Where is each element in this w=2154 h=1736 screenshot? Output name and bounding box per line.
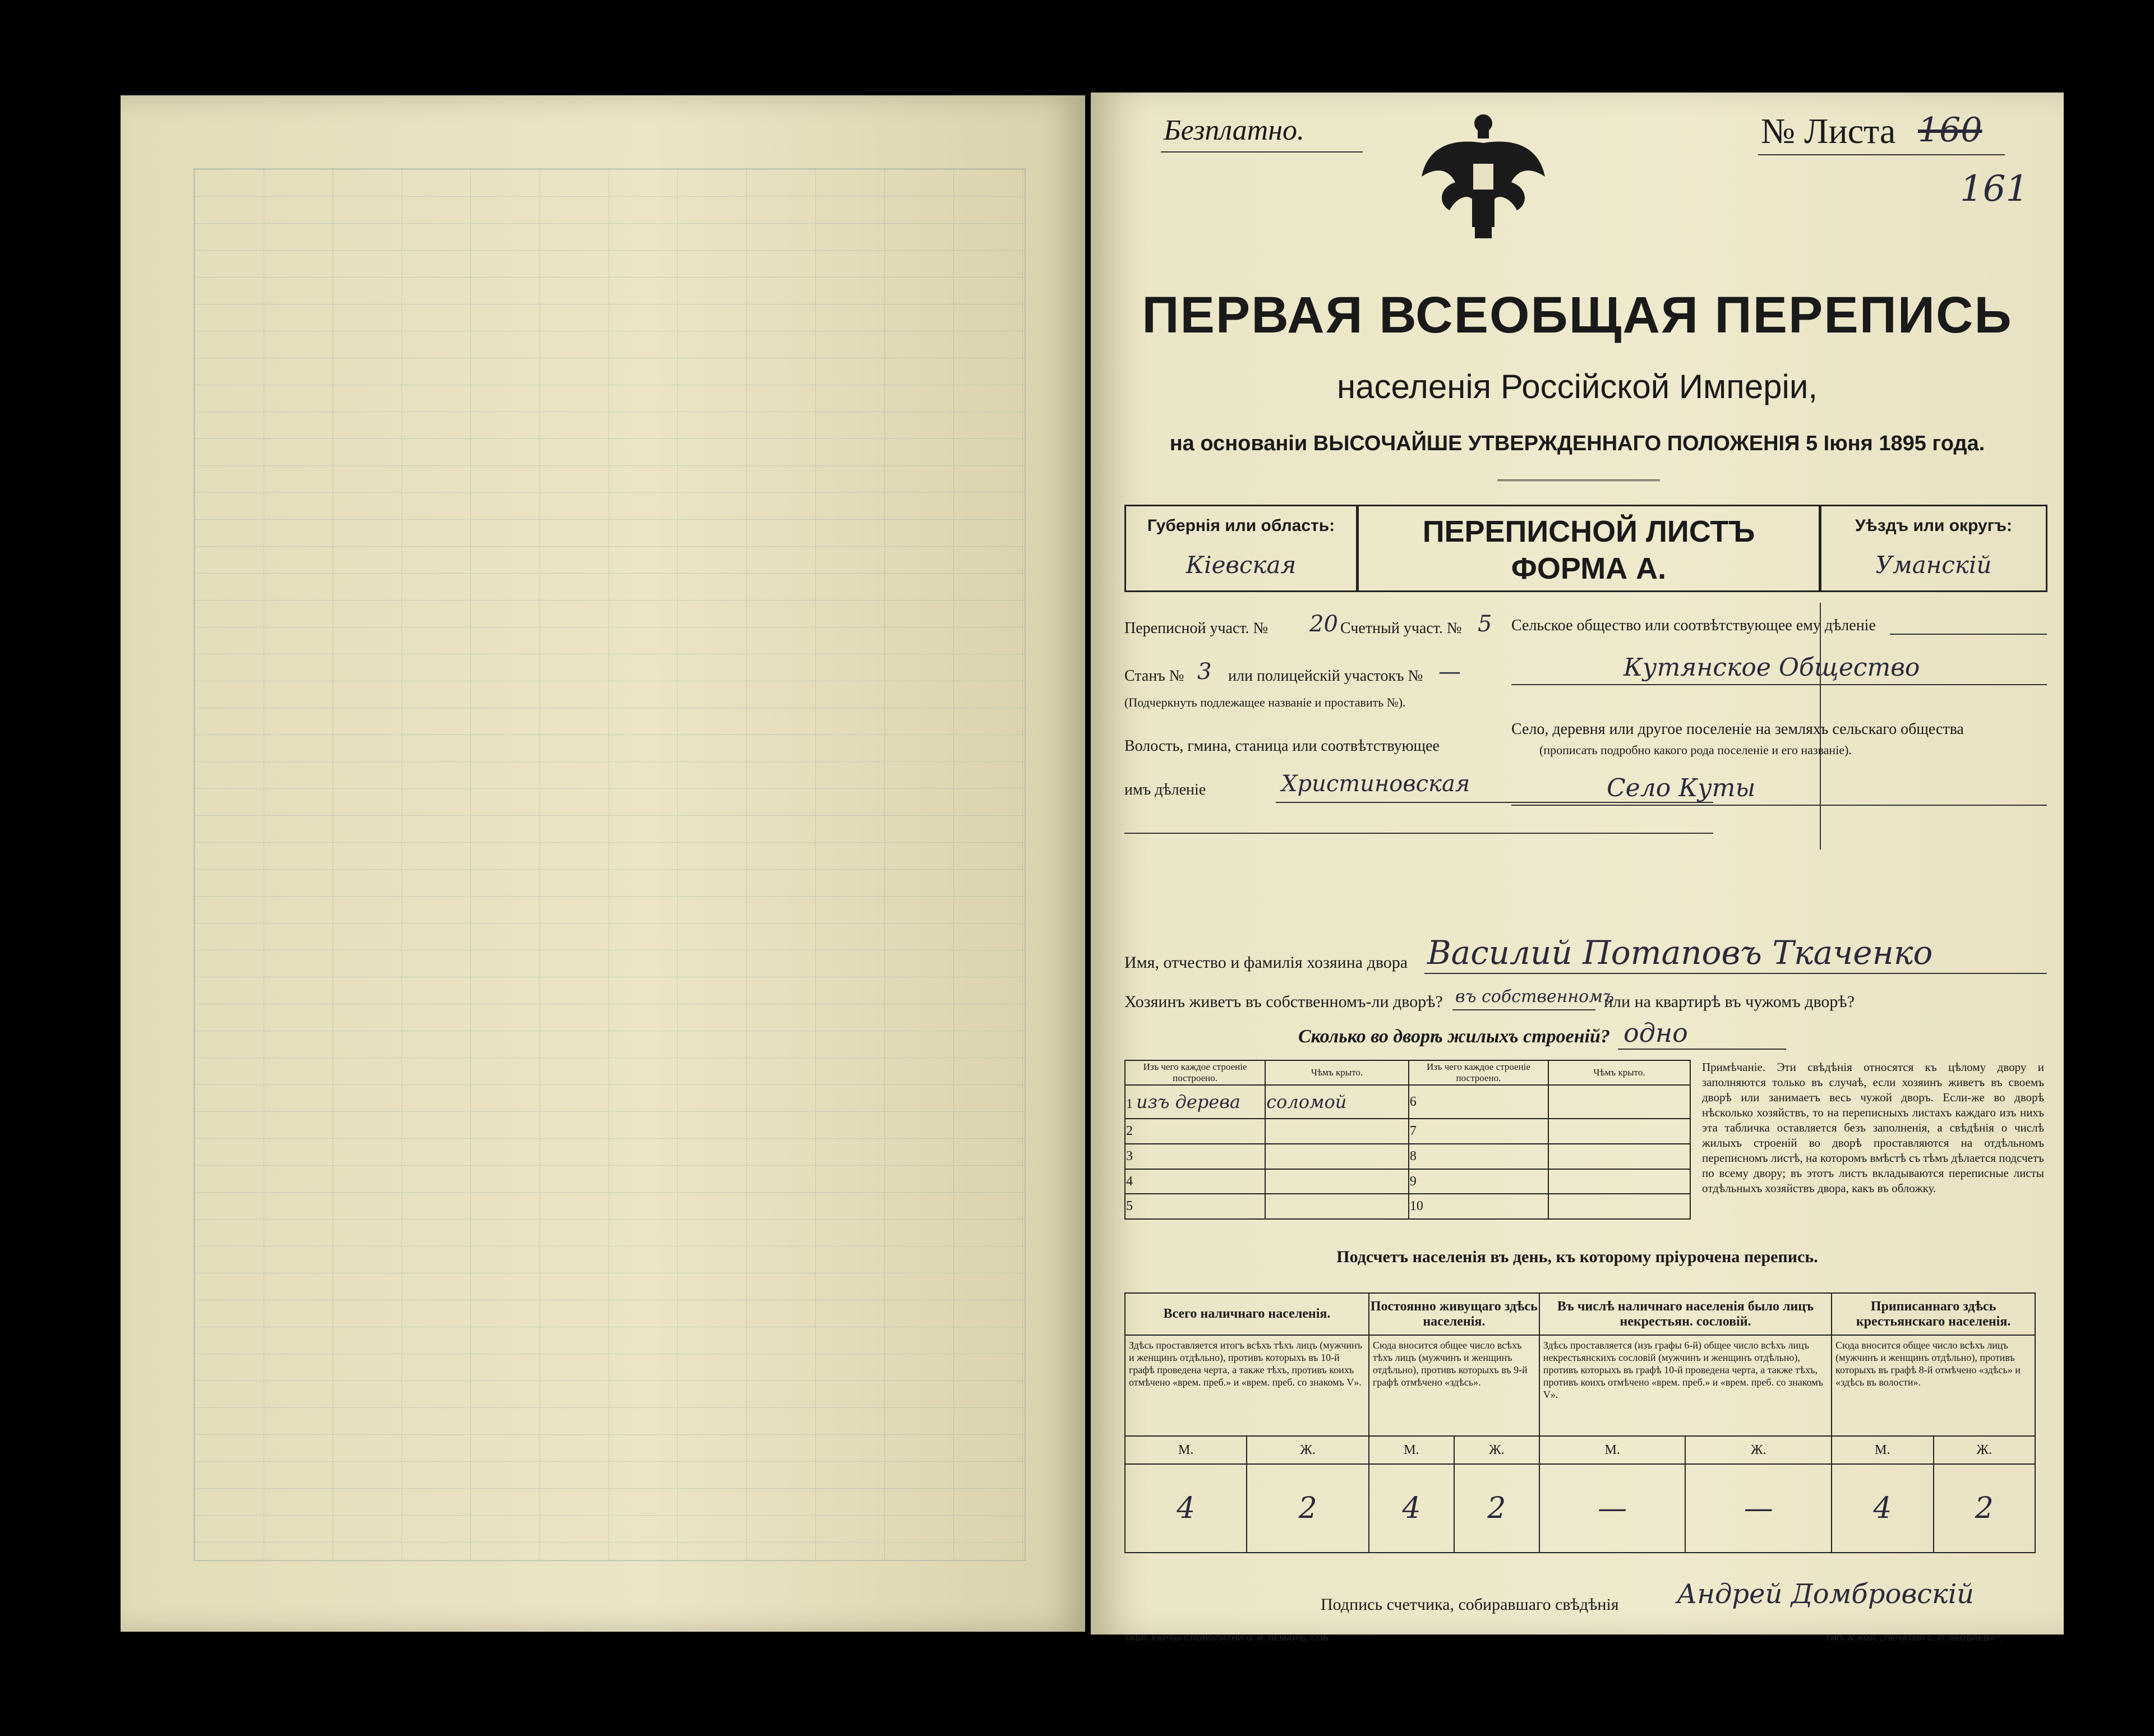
count-col1-zh: 2 bbox=[1247, 1464, 1368, 1553]
count-col2-desc: Сюда вносится общее число всѣхъ тѣхъ лицъ (мужчинъ и женщинъ отдѣльно), противъ которыхъ въ 9-й графѣ отмѣчено «здѣсь». bbox=[1369, 1335, 1539, 1436]
printer-right: ТИП. А. КОЛ. „ПЕЧАТНЯ С. П. ЯКОВЛЕВА“. bbox=[1825, 1633, 2002, 1643]
village-label: Село, деревня или другое поселеніе на земляхъ сельскаго общества bbox=[1511, 721, 1964, 738]
gubernia-value: Кіевская bbox=[1186, 551, 1297, 579]
count-col3-desc: Здѣсь проставляется (изъ графы 6-й) общее число всѣхъ лицъ некрестьянскихъ сословій (мужчинъ и женщинъ отдѣльно), противъ которыхъ въ графѣ 10-й проведена черта, а также тѣхъ, противъ коихъ отмѣчено «врем. преб.» и «врем. преб. со знакомъ V». bbox=[1539, 1335, 1832, 1436]
uchastok-value: 20 bbox=[1309, 611, 1338, 637]
volost-value: Христиновская bbox=[1281, 771, 1470, 797]
count-col1-title: Всего наличнаго населенія. bbox=[1125, 1293, 1369, 1335]
uezd-box bbox=[1820, 505, 2047, 592]
census-subtitle: населенія Россійской Имперіи, bbox=[1336, 368, 1818, 405]
form-line1: ПЕРЕПИСНОЙ ЛИСТЪ bbox=[1422, 515, 1755, 548]
schetny-value: 5 bbox=[1478, 611, 1492, 637]
buildings-table: Изъ чего каждое строеніе построено. Чѣмъ крыто. Изъ чего каждое строеніе построено. Чѣмъ крыто. 1 изъ дерева соломой 6 2 7 3 8 4 9 5 10 bbox=[1124, 1060, 1691, 1220]
double-headed-eagle-emblem bbox=[1416, 109, 1551, 241]
col-roof-left: Чѣмъ крыто. bbox=[1265, 1060, 1409, 1085]
owner-name-value: Василий Потаповъ Ткаченко bbox=[1427, 934, 1933, 972]
police-value: — bbox=[1438, 659, 1461, 685]
note-text: Примѣчаніе. Эти свѣдѣнія относятся къ цѣлому двору и заполняются только въ случаѣ, если хозяинъ живетъ въ своемъ дворѣ или занимаетъ весь чужой дворъ. Если-же во дворѣ нѣсколько хозяйствъ, то на переписныхъ листахъ каждаго изъ нихъ эта табличка оставляется безъ заполненія, а свѣдѣнія о числѣ жилыхъ строеній во дворѣ проставляются на отдѣльномъ переписномъ листѣ, на которомъ вмѣстѣ съ тѣмъ дѣлается подсчетъ по всему двору; въ этотъ листъ вкладываются переписные листы отдѣльныхъ хозяйствъ двора, какъ въ обложку. bbox=[1702, 1060, 2044, 1195]
row1-roof: соломой bbox=[1265, 1085, 1409, 1119]
stan-label: Станъ № bbox=[1124, 667, 1184, 685]
uezd-value: Уманскій bbox=[1875, 551, 1992, 579]
count-col1-m: 4 bbox=[1125, 1464, 1247, 1553]
form-box bbox=[1357, 505, 1820, 592]
col-material-right: Изъ чего каждое строеніе построено. bbox=[1409, 1060, 1548, 1085]
sheet-number-crossed: 160 bbox=[1918, 110, 1982, 150]
lives-value: въ собственномъ bbox=[1455, 987, 1615, 1006]
faded-table-grid bbox=[193, 168, 1026, 1561]
count-col4-title: Приписаннаго здѣсь крестьянскаго населенія. bbox=[1832, 1293, 2035, 1335]
count-col1-desc: Здѣсь проставляется итогъ всѣхъ тѣхъ лицъ (мужчинъ и женщинъ отдѣльно), противъ которыхъ въ 10-й графѣ проведена черта, а также тѣхъ, противъ коихъ отмѣчено «врем. преб.» и «врем. преб. со знакомъ V». bbox=[1125, 1335, 1369, 1436]
society-value: Кутянское Общество bbox=[1623, 653, 1920, 682]
count-col4-zh: 2 bbox=[1934, 1464, 2035, 1553]
count-col3-title: Въ числѣ наличнаго населенія было лицъ некрестьян. сословій. bbox=[1539, 1293, 1832, 1335]
printer-left: ТАБЛ. КАРТЫ СЛОВОЛИТНИ О. И. ЛЕМАНЪ, СПБ bbox=[1124, 1633, 1329, 1643]
count-col4-m: 4 bbox=[1832, 1464, 1933, 1553]
ornament-divider bbox=[1497, 479, 1660, 481]
count-col3-m: — bbox=[1539, 1464, 1686, 1553]
owner-name-label: Имя, отчество и фамилія хозяина двора bbox=[1124, 953, 1408, 972]
free-label: Безплатно. bbox=[1164, 114, 1305, 146]
signature-value: Андрей Домбровскій bbox=[1677, 1578, 1975, 1610]
count-col2-zh: 2 bbox=[1454, 1464, 1539, 1553]
census-basis: на основаніи ВЫСОЧАЙШЕ УТВЕРЖДЕННАГО ПОЛОЖЕНІЯ 5 Іюня 1895 года. bbox=[1169, 432, 1985, 455]
row1-material: изъ дерева bbox=[1136, 1091, 1240, 1113]
uchastok-label: Переписной участ. № bbox=[1124, 620, 1269, 637]
count-col2-m: 4 bbox=[1369, 1464, 1454, 1553]
buildings-value: одно bbox=[1623, 1018, 1688, 1048]
count-col4-desc: Сюда вносится общее число всѣхъ лицъ (мужчинъ и женщинъ отдѣльно), противъ которыхъ въ графѣ 8-й отмѣчено «здѣсь» и «здѣсь въ волости». bbox=[1832, 1335, 2035, 1436]
col-material-left: Изъ чего каждое строеніе построено. bbox=[1125, 1060, 1265, 1085]
count-col2-title: Постоянно живущаго здѣсь населенія. bbox=[1369, 1293, 1539, 1335]
form-line2: ФОРМА А. bbox=[1511, 552, 1667, 585]
sheet-number-label: № Листа bbox=[1761, 111, 1896, 151]
police-note: (Подчеркнуть подлежащее названіе и проставить №). bbox=[1124, 695, 1406, 709]
gubernia-label: Губернія или область: bbox=[1147, 516, 1335, 535]
sheet-number: 161 bbox=[1960, 168, 2029, 210]
uezd-label: Уѣздъ или округъ: bbox=[1855, 516, 2013, 535]
count-heading: Подсчетъ населенія въ день, къ которому пріурочена перепись. bbox=[1336, 1248, 1818, 1266]
gubernia-box bbox=[1124, 505, 1358, 592]
volost-label2: имъ дѣленіе bbox=[1124, 781, 1206, 798]
signature-label: Подпись счетчика, собиравшаго свѣдѣнія bbox=[1321, 1595, 1619, 1614]
right-page bbox=[1091, 93, 2064, 1643]
buildings-label: Сколько во дворѣ жилыхъ строеній? bbox=[1298, 1026, 1610, 1047]
census-title: ПЕРВАЯ ВСЕОБЩАЯ ПЕРЕПИСЬ bbox=[1142, 287, 2013, 344]
count-col3-zh: — bbox=[1685, 1464, 1832, 1553]
stan-value: 3 bbox=[1197, 659, 1212, 685]
left-page bbox=[121, 95, 1085, 1632]
police-label: или полицейскій участокъ № bbox=[1228, 667, 1423, 685]
or-label: или на квартирѣ въ чужомъ дворѣ? bbox=[1604, 992, 1855, 1011]
village-note: (прописать подробно какого рода поселеніе и его названіе). bbox=[1539, 743, 1852, 757]
village-value: Село Куты bbox=[1607, 774, 1756, 802]
volost-label: Волость, гмина, станица или соотвѣтствующее bbox=[1124, 737, 1440, 755]
society-label: Сельское общество или соотвѣтствующее ему дѣленіе bbox=[1511, 617, 1876, 634]
count-table: Всего наличнаго населенія. Постоянно живущаго здѣсь населенія. Въ числѣ наличнаго населенія было лицъ некрестьян. сословій. Приписаннаго здѣсь крестьянскаго населенія. Здѣсь проставляется итогъ всѣхъ тѣхъ лицъ (мужчинъ и женщинъ отдѣльно), противъ которыхъ въ 10-й графѣ проведена черта, а также тѣхъ, противъ коихъ отмѣчено «врем. преб.» и «врем. преб. со знакомъ V». Сюда вносится общее число всѣхъ тѣхъ лицъ (мужчинъ и женщинъ отдѣльно), противъ которыхъ въ 9-й графѣ отмѣчено «здѣсь». Здѣсь проставляется (изъ графы 6-й) общее число всѣхъ лицъ некрестьянскихъ сословій (мужчинъ и женщинъ отдѣльно), противъ которыхъ въ графѣ 10-й проведена черта, а также тѣхъ, противъ коихъ отмѣчено «врем. преб.» и «врем. преб. со знакомъ V». Сюда вносится общее число всѣхъ лицъ (мужчинъ и женщинъ отдѣльно), противъ которыхъ въ графѣ 8-й отмѣчено «здѣсь» и «здѣсь въ волости». М. Ж. М. Ж. М. Ж. М. Ж. 4 2 4 2 — — 4 2 bbox=[1124, 1292, 2036, 1553]
col-roof-right: Чѣмъ крыто. bbox=[1548, 1060, 1690, 1085]
schetny-label: Счетный участ. № bbox=[1340, 620, 1462, 637]
lives-label: Хозяинъ живетъ въ собственномъ-ли дворѣ? bbox=[1124, 992, 1443, 1011]
